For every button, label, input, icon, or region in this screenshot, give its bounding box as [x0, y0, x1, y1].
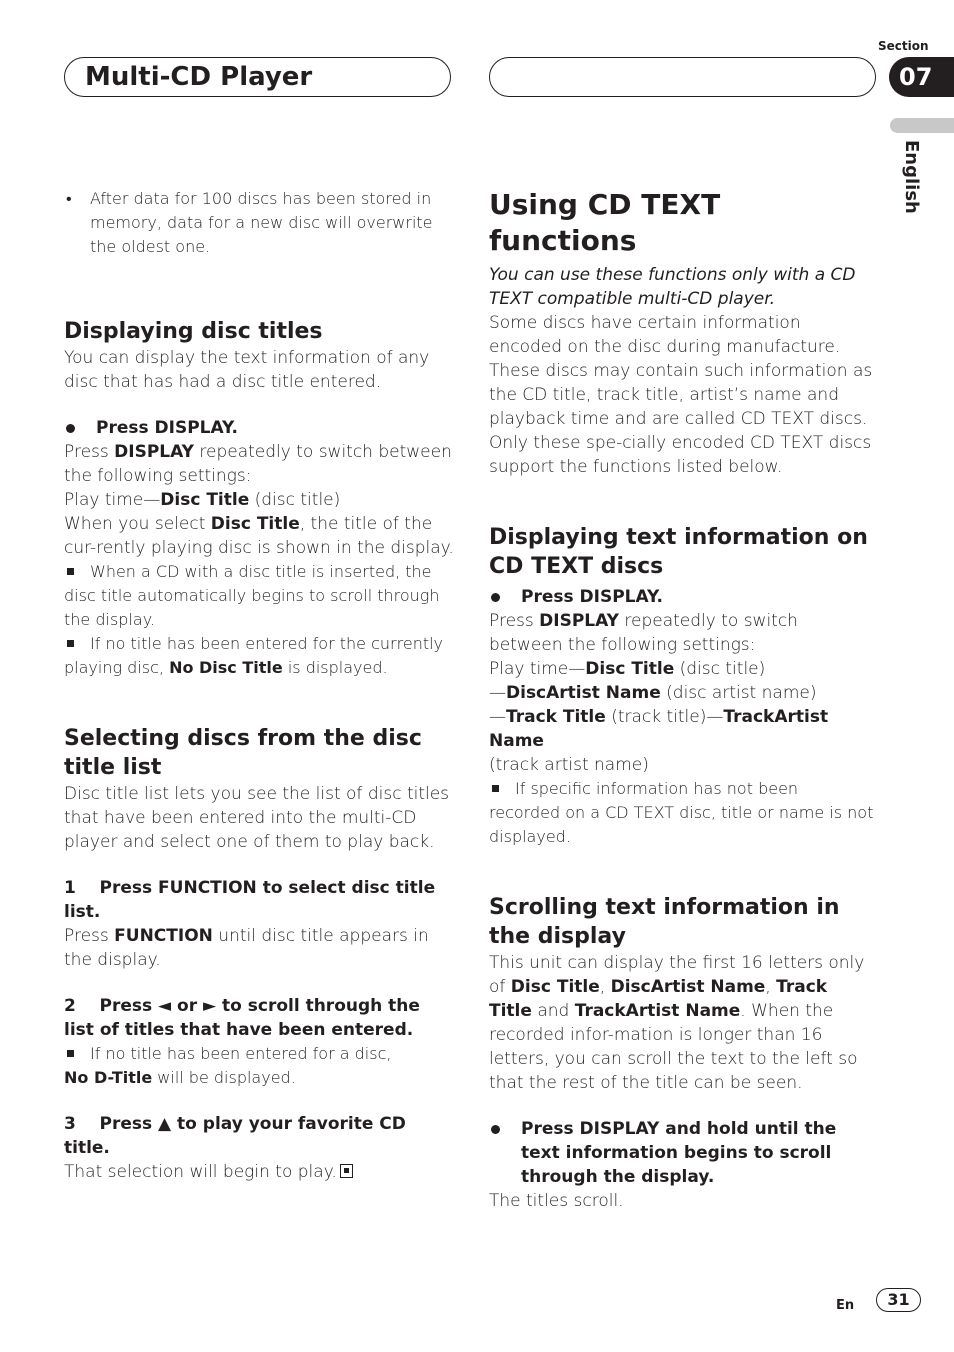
disc-titles-settings: Play time—Disc Title (disc title) — [64, 490, 341, 510]
display-text-settings-1: Play time—Disc Title (disc title) — [489, 659, 766, 679]
note-square-icon — [492, 785, 499, 792]
disc-titles-select-text: When you select Disc Title, the title of the cur-rently playing disc is shown in the display. — [64, 514, 454, 558]
right-column — [489, 187, 874, 1213]
scrolling-result: The titles scroll. — [489, 1191, 624, 1211]
step-1-body: Press FUNCTION until disc title appears in the display. — [64, 926, 429, 970]
display-text-settings-2: —DiscArtist Name (disc artist name) — [489, 683, 817, 703]
heading-selecting-discs: Selecting discs from the disc title list — [64, 726, 422, 780]
press-display-hold-instruction: Press DISPLAY and hold until the text information begins to scroll through the display. — [489, 1117, 874, 1189]
note-square-icon — [67, 1050, 74, 1057]
language-label: English — [901, 140, 922, 214]
step-2-note: If no title has been entered for a disc, No D-Title will be displayed. — [64, 1044, 392, 1087]
header-blank-frame — [489, 57, 876, 97]
step-2: 2 Press ◄ or ► to scroll through the list of titles that have been entered. — [64, 996, 420, 1040]
heading-displaying-disc-titles: Displaying disc titles — [64, 319, 323, 344]
disc-titles-note-2: If no title has been entered for the currently playing disc, No Disc Title is displayed. — [64, 634, 444, 677]
disc-titles-note-1: When a CD with a disc title is inserted, the disc title automatically begins to scroll through the display. — [64, 562, 440, 629]
display-text-settings-3: —Track Title (track title)—TrackArtist Name — [489, 707, 829, 751]
step-3-body: That selection will begin to play. — [64, 1160, 454, 1184]
section-label: Section — [878, 39, 929, 53]
heading-using-cd-text: Using CD TEXT functions — [489, 188, 721, 257]
step-3: 3 Press ▲ to play your favorite CD title. — [64, 1114, 406, 1158]
section-number-badge: 07 — [889, 57, 954, 97]
memory-bullet: • After data for 100 discs has been stored in memory, data for a new disc will overwrite the oldest one. — [64, 187, 454, 259]
disc-titles-body: Press DISPLAY repeatedly to switch between the following settings: — [64, 442, 452, 486]
chapter-title: Multi-CD Player — [85, 62, 313, 92]
heading-scrolling-text: Scrolling text information in the display — [489, 895, 840, 949]
heading-displaying-text-info: Displaying text information on CD TEXT discs — [489, 525, 868, 579]
cd-text-body: Some discs have certain information encoded on the disc during manufacture. These discs may contain such information as the CD title, track title, artist’s name and playback time and are called CD TEXT discs. Only these spe-cially encoded CD TEXT discs support the functions listed below. — [489, 313, 873, 477]
page-number: 31 — [876, 1288, 921, 1312]
footer-language: En — [836, 1298, 855, 1313]
press-display-instruction: Press DISPLAY. — [64, 416, 454, 440]
display-text-body: Press DISPLAY repeatedly to switch between the following settings: — [489, 611, 798, 655]
press-display-instruction-right: Press DISPLAY. — [489, 585, 874, 609]
language-tab — [890, 118, 954, 133]
disc-titles-intro: You can display the text information of any disc that has had a disc title entered. — [64, 348, 430, 392]
end-mark-icon — [340, 1164, 353, 1178]
note-square-icon — [67, 568, 74, 575]
scrolling-body: This unit can display the first 16 letters only of Disc Title, DiscArtist Name, Track Title and TrackArtist Name. When the recorded infor-mation is longer than 16 letters, you can scroll the text to the left so that the rest of the title can be seen. — [489, 953, 865, 1093]
left-column — [64, 187, 454, 1184]
select-discs-intro: Disc title list lets you see the list of disc titles that have been entered into the multi-CD player and select one of them to play back. — [64, 784, 450, 852]
cd-text-italic-intro: You can use these functions only with a CD TEXT compatible multi-CD player. — [489, 265, 856, 309]
note-square-icon — [67, 640, 74, 647]
step-1: 1 Press FUNCTION to select disc title list. — [64, 878, 436, 922]
display-text-settings-4: (track artist name) — [489, 755, 649, 775]
display-text-note: If specific information has not been recorded on a CD TEXT disc, title or name is not displayed. — [489, 779, 874, 846]
